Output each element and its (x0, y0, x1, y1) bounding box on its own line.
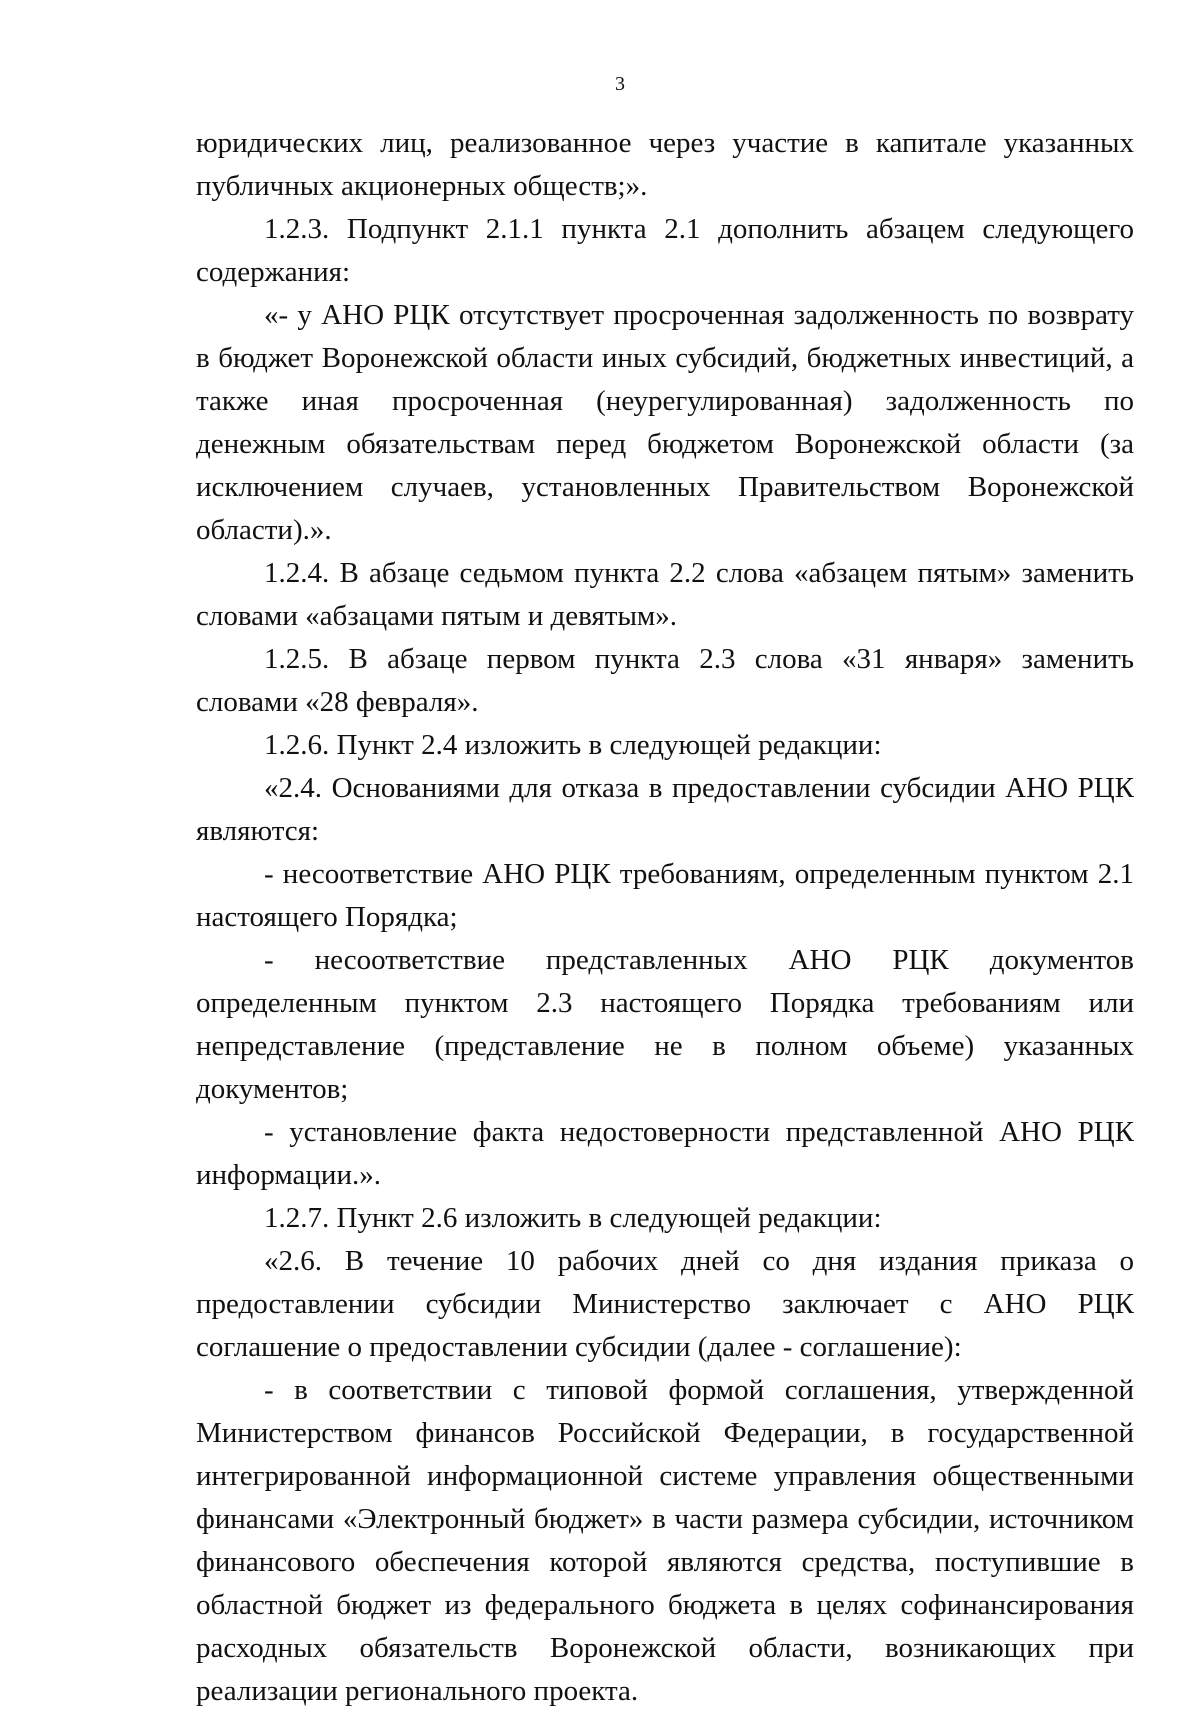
paragraph-bullet-3: - установление факта недостоверности представленной АНО РЦК информации.». (196, 1116, 1134, 1191)
paragraph-quote-debt: «- у АНО РЦК отсутствует просроченная задолженность по возврату в бюджет Воронежской области иных субсидий, бюджетных инвестиций, а также иная просроченная (неурегулированная) задолженность по денежным обязательствам перед бюджетом Воронежской области (за исключением случаев, установленных Правительством Воронежской области).». (196, 299, 1134, 546)
document-body (196, 122, 1134, 1713)
paragraph-quote-2-6: «2.6. В течение 10 рабочих дней со дня издания приказа о предоставлении субсидии Министерство заключает с АНО РЦК соглашение о предоставлении субсидии (далее - соглашение): (196, 1245, 1134, 1363)
paragraph-item-1-2-7: 1.2.7. Пункт 2.6 изложить в следующей редакции: (264, 1202, 882, 1234)
paragraph-item-1-2-5: 1.2.5. В абзаце первом пункта 2.3 слова «31 января» заменить словами «28 февраля». (196, 643, 1134, 718)
paragraph-1: юридических лиц, реализованное через участие в капитале указанных публичных акционерных обществ;». (196, 127, 1134, 202)
paragraph-item-1-2-4: 1.2.4. В абзаце седьмом пункта 2.2 слова «абзацем пятым» заменить словами «абзацами пятым и девятым». (196, 557, 1134, 632)
paragraph-bullet-2: - несоответствие представленных АНО РЦК документов определенным пунктом 2.3 настоящего Порядка требованиям или непредставление (представление не в полном объеме) указанных документов; (196, 944, 1134, 1105)
page-number: 3 (615, 73, 625, 95)
paragraph-bullet-4: - в соответствии с типовой формой соглашения, утвержденной Министерством финансов Российской Федерации, в государственной интегрированной информационной системе управления общественными финансами «Электронный бюджет» в части размера субсидии, источником финансового обеспечения которой являются средства, поступившие в областной бюджет из федерального бюджета в целях софинансирования расходных обязательств Воронежской области, возникающих при реализации регионального проекта. (196, 1374, 1134, 1707)
paragraph-item-1-2-6: 1.2.6. Пункт 2.4 изложить в следующей редакции: (264, 729, 882, 761)
paragraph-quote-2-4: «2.4. Основаниями для отказа в предоставлении субсидии АНО РЦК являются: (196, 772, 1134, 847)
paragraph-bullet-1: - несоответствие АНО РЦК требованиям, определенным пунктом 2.1 настоящего Порядка; (196, 858, 1134, 933)
paragraph-item-1-2-3: 1.2.3. Подпункт 2.1.1 пункта 2.1 дополнить абзацем следующего содержания: (196, 213, 1134, 288)
